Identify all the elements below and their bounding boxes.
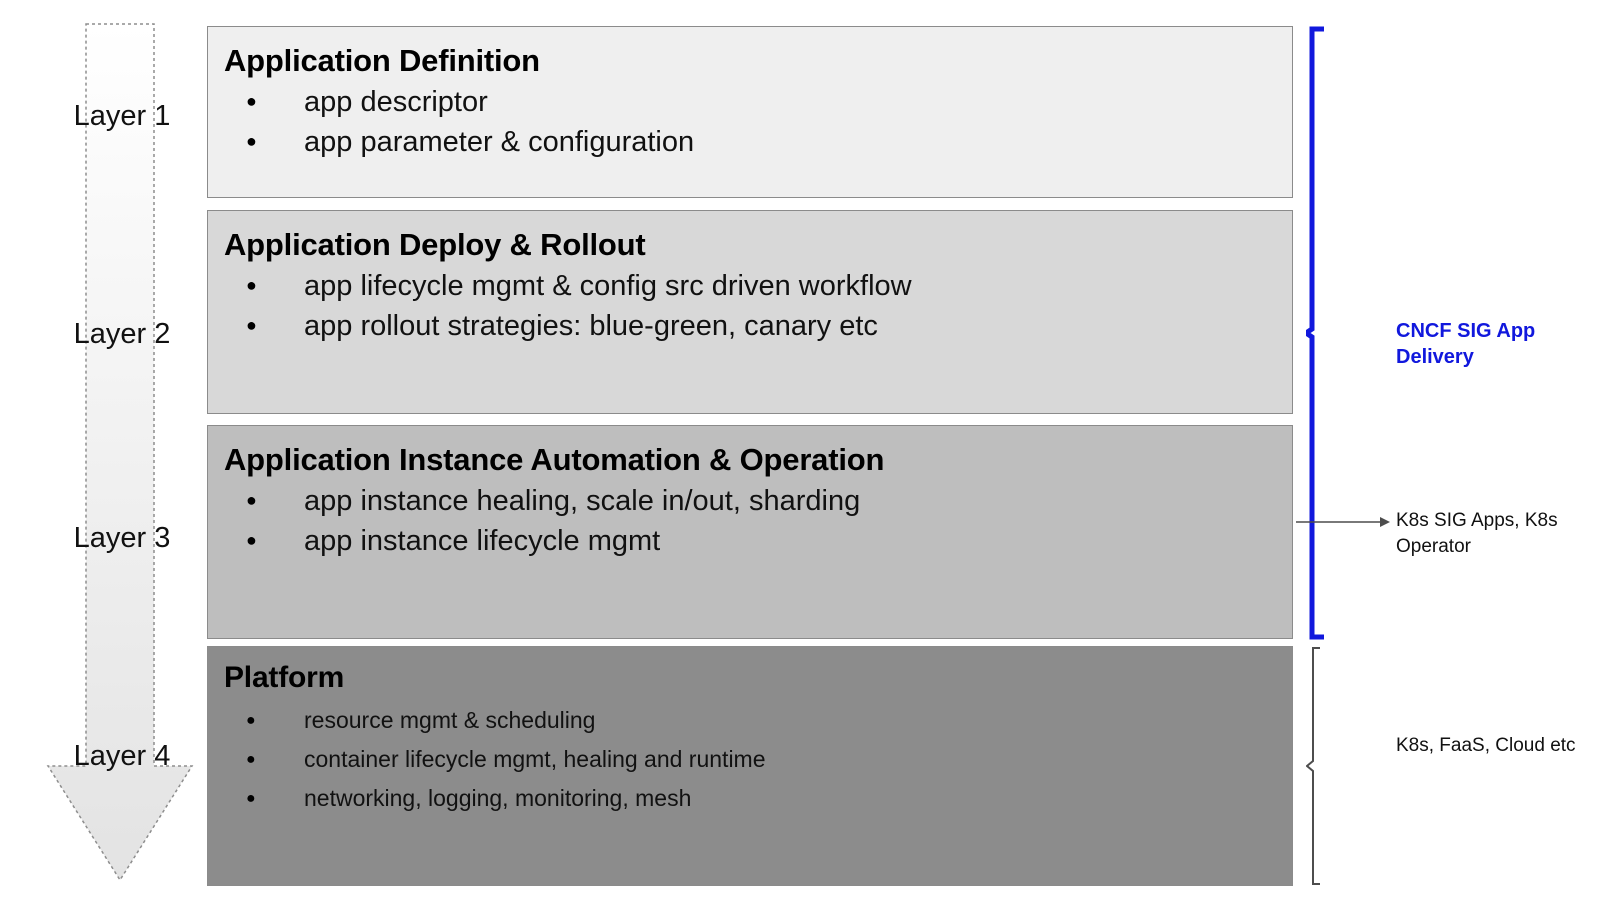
- annotation-k8s-faas-cloud: K8s, FaaS, Cloud etc: [1396, 735, 1576, 756]
- bullet-item: ● app parameter & configuration: [208, 125, 1292, 159]
- layer-bullet-list: [208, 484, 1292, 558]
- layer-title: Application Deploy & Rollout: [224, 227, 646, 262]
- gray-bracket-icon: [1306, 646, 1326, 886]
- bullet-item: ● container lifecycle mgmt, healing and runtime: [208, 746, 1292, 773]
- layer-title: Platform: [224, 661, 345, 694]
- bullet-item: ● app lifecycle mgmt & config src driven workflow: [208, 269, 1292, 303]
- layer-bullet-list: [208, 269, 1292, 343]
- layer-title: Application Definition: [224, 43, 540, 78]
- bullet-item: ● app instance healing, scale in/out, sharding: [208, 484, 1292, 518]
- layer-box-application-instance-automation: [207, 425, 1293, 639]
- bullet-item: ● app instance lifecycle mgmt: [208, 524, 1292, 558]
- bullet-item: ● app rollout strategies: blue-green, canary etc: [208, 309, 1292, 343]
- layer-title: Application Instance Automation & Operation: [224, 442, 885, 477]
- bullet-item: ● app descriptor: [208, 85, 1292, 119]
- bullet-item: ● networking, logging, monitoring, mesh: [208, 785, 1292, 812]
- right-arrow-icon: [1296, 515, 1392, 529]
- layer-bullet-list: [208, 707, 1292, 812]
- layer-label-4: Layer 4: [73, 740, 171, 772]
- layer-label-3: Layer 3: [73, 522, 171, 554]
- layer-label-2: Layer 2: [73, 318, 171, 350]
- annotation-cncf-sig-app-delivery: CNCF SIG App Delivery: [1396, 320, 1536, 369]
- annotation-k8s-sig-apps: K8s SIG Apps, K8s Operator: [1396, 510, 1558, 557]
- layer-box-application-deploy-rollout: [207, 210, 1293, 414]
- bullet-item: ● resource mgmt & scheduling: [208, 707, 1292, 734]
- layer-box-application-definition: [207, 26, 1293, 198]
- layer-label-1: Layer 1: [73, 100, 171, 132]
- blue-bracket-icon: [1306, 26, 1328, 640]
- layer-box-platform: [207, 646, 1293, 886]
- layer-bullet-list: [208, 85, 1292, 159]
